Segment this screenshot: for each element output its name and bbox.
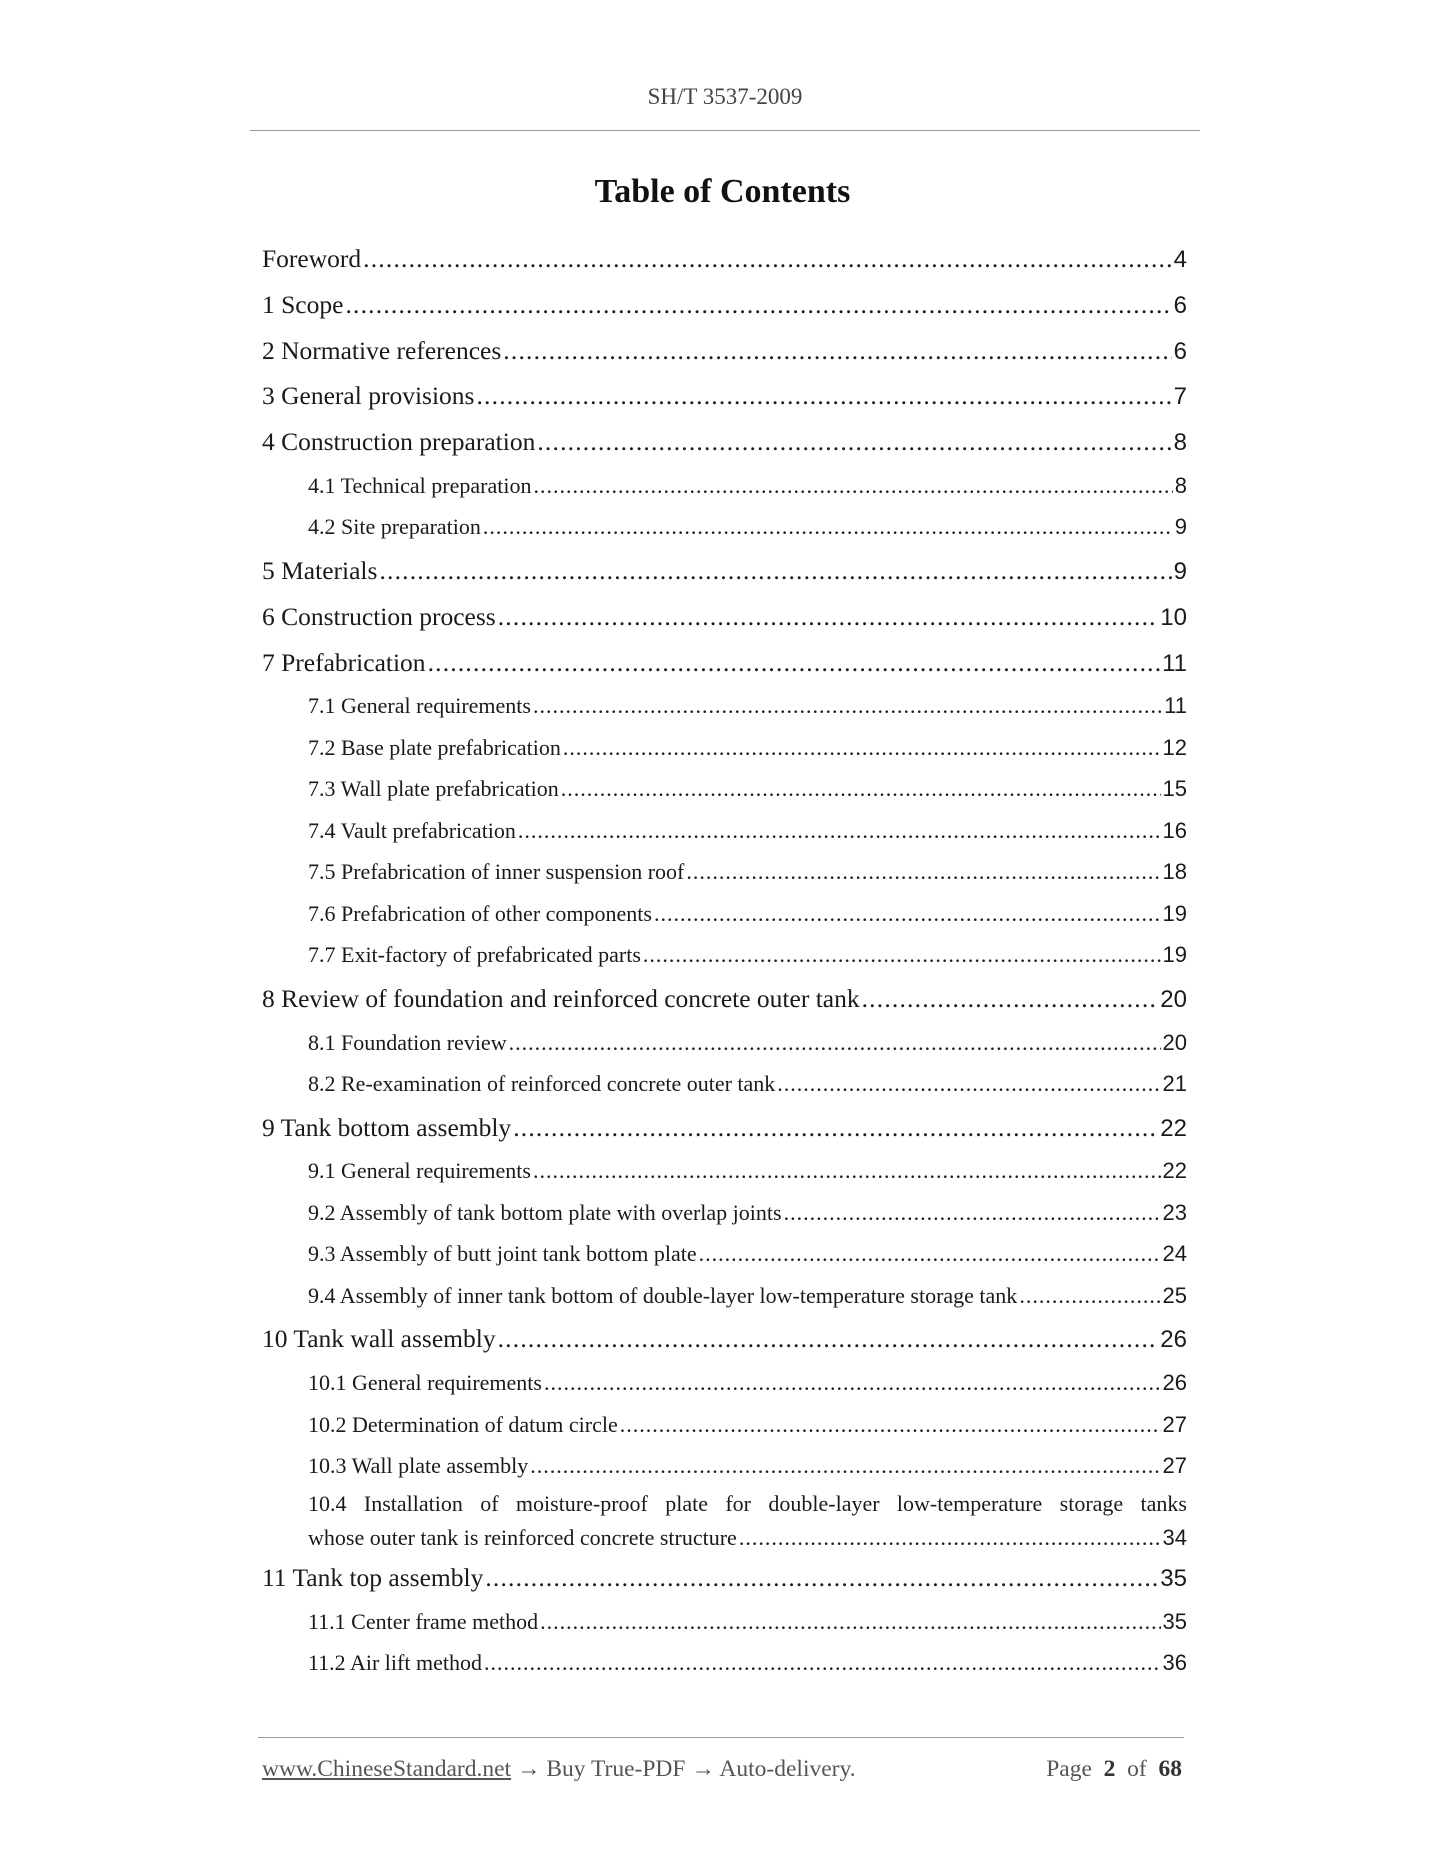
- toc-entry-page-number: 34: [1162, 1524, 1187, 1550]
- dot-leader: [379, 548, 1171, 594]
- toc-entry-label: 7.6 Prefabrication of other components: [308, 900, 652, 926]
- toc-entry-label: 7.2 Base plate prefabrication: [308, 734, 561, 760]
- toc-entry-subsection[interactable]: [262, 768, 1187, 810]
- toc-entry-page-number: 6: [1173, 337, 1187, 365]
- toc-entry-page-number: 21: [1162, 1071, 1187, 1097]
- toc-entry-page-number: 19: [1162, 900, 1187, 926]
- dot-leader: [428, 640, 1161, 686]
- dot-leader: [533, 465, 1172, 507]
- toc-entry-page-number: 15: [1162, 776, 1187, 802]
- toc-entry-label: 2 Normative references: [262, 335, 502, 365]
- toc-entry-page-number: 27: [1162, 1411, 1187, 1437]
- toc-entry-page-number: 22: [1160, 1114, 1187, 1142]
- toc-entry-subsection[interactable]: [262, 465, 1187, 507]
- dot-leader: [503, 328, 1171, 374]
- toc-entry-page-number: 36: [1162, 1650, 1187, 1676]
- toc-entry-subsection[interactable]: [262, 1233, 1187, 1275]
- toc-entry-section[interactable]: [262, 373, 1187, 419]
- dot-leader: [544, 1362, 1161, 1404]
- dot-leader: [530, 1445, 1160, 1487]
- toc-entry-label: 10.2 Determination of datum circle: [308, 1411, 618, 1437]
- toc-entry-subsection[interactable]: [262, 1642, 1187, 1684]
- dot-leader: [513, 1105, 1158, 1151]
- toc-entry-label: 10.3 Wall plate assembly: [308, 1453, 529, 1479]
- toc-entry-label: 4.2 Site preparation: [308, 514, 481, 540]
- toc-entry-subsection[interactable]: [262, 1601, 1187, 1643]
- page-footer: [262, 1756, 1182, 1783]
- toc-entry-page-number: 18: [1162, 859, 1187, 885]
- toc-entry-subsection[interactable]: [262, 1445, 1187, 1487]
- toc-entry-subsection[interactable]: [262, 1362, 1187, 1404]
- arrow-right-icon: →: [516, 1756, 541, 1782]
- document-code-header: SH/T 3537-2009: [647, 84, 803, 109]
- toc-entry-subsection[interactable]: [262, 1192, 1187, 1234]
- dot-leader: [363, 236, 1171, 282]
- toc-entry-section[interactable]: [262, 640, 1187, 686]
- auto-delivery-text: Auto-delivery.: [719, 1756, 856, 1782]
- dot-leader: [533, 1150, 1161, 1192]
- dot-leader: [518, 810, 1161, 852]
- dot-leader: [537, 419, 1171, 465]
- dot-leader: [345, 282, 1171, 328]
- toc-entry-label: 11 Tank top assembly: [262, 1562, 484, 1592]
- toc-entry-subsection[interactable]: [262, 1150, 1187, 1192]
- toc-entry-section[interactable]: [262, 976, 1187, 1022]
- toc-entry-section[interactable]: [262, 236, 1187, 282]
- dot-leader: [485, 1555, 1158, 1601]
- toc-entry-subsection[interactable]: [262, 1022, 1187, 1064]
- toc-entry-page-number: 19: [1162, 942, 1187, 968]
- toc-entry-page-number: 26: [1160, 1326, 1187, 1354]
- toc-entry-section[interactable]: [262, 419, 1187, 465]
- toc-entry-page-number: 6: [1173, 291, 1187, 319]
- toc-entry-section[interactable]: [262, 1316, 1187, 1362]
- page-title: Table of Contents: [594, 173, 851, 210]
- footer-divider: [258, 1737, 1184, 1738]
- toc-entry-page-number: 35: [1160, 1564, 1187, 1592]
- toc-entry-label: 4 Construction preparation: [262, 427, 536, 457]
- toc-entry-page-number: 26: [1162, 1370, 1187, 1396]
- total-page-count: 68: [1158, 1756, 1182, 1782]
- toc-entry-subsection[interactable]: [262, 1063, 1187, 1105]
- toc-entry-label: 11.2 Air lift method: [308, 1650, 482, 1676]
- toc-entry-subsection[interactable]: [262, 1275, 1187, 1317]
- dot-leader: [777, 1063, 1160, 1105]
- toc-entry-label: 9.1 General requirements: [308, 1158, 531, 1184]
- toc-entry-page-number: 9: [1174, 514, 1187, 540]
- toc-entry-page-number: 20: [1162, 1029, 1187, 1055]
- toc-entry-page-number: 20: [1160, 985, 1187, 1013]
- toc-entry-label-continuation: whose outer tank is reinforced concrete structure: [308, 1524, 737, 1550]
- dot-leader: [540, 1601, 1160, 1643]
- page-indicator: [1046, 1756, 1182, 1783]
- toc-entry-label: 7.7 Exit-factory of prefabricated parts: [308, 942, 641, 968]
- dot-leader: [686, 851, 1160, 893]
- toc-entry-label: 10 Tank wall assembly: [262, 1324, 496, 1354]
- page-word: Page: [1046, 1756, 1092, 1782]
- toc-entry-label: 10.4 Installation of moisture-proof plate for double-layer low-temperature storage tanks: [308, 1490, 1187, 1516]
- toc-entry-label-continuation-row: [308, 1521, 1187, 1555]
- toc-entry-page-number: 8: [1174, 472, 1187, 498]
- toc-entry-label: 8.1 Foundation review: [308, 1029, 507, 1055]
- dot-leader: [620, 1404, 1161, 1446]
- dot-leader: [1019, 1275, 1160, 1317]
- toc-entry-page-number: 16: [1162, 817, 1187, 843]
- toc-entry-page-number: 27: [1162, 1453, 1187, 1479]
- toc-entry-label: 7.5 Prefabrication of inner suspension roof: [308, 859, 685, 885]
- arrow-right-icon: →: [691, 1756, 715, 1782]
- toc-entry-label: 9 Tank bottom assembly: [262, 1112, 512, 1142]
- toc-entry-label: 8.2 Re-examination of reinforced concrete outer tank: [308, 1071, 776, 1097]
- of-word: of: [1127, 1756, 1147, 1782]
- toc-entry-subsection[interactable]: [262, 893, 1187, 935]
- buy-true-pdf-text: Buy True-PDF: [546, 1756, 686, 1782]
- dot-leader: [476, 373, 1171, 419]
- toc-entry-label: 10.1 General requirements: [308, 1370, 542, 1396]
- toc-entry-page-number: 4: [1173, 246, 1187, 273]
- toc-entry-section[interactable]: [262, 548, 1187, 594]
- dot-leader: [654, 893, 1161, 935]
- dot-leader: [561, 768, 1161, 810]
- dot-leader: [498, 1316, 1159, 1362]
- toc-entry-subsection[interactable]: [262, 727, 1187, 769]
- toc-entry-label: 1 Scope: [262, 289, 344, 319]
- toc-entry-label: 7.1 General requirements: [308, 693, 531, 719]
- toc-entry-label: 7.4 Vault prefabrication: [308, 817, 516, 843]
- toc-entry-label: 6 Construction process: [262, 601, 496, 631]
- toc-entry-label: 8 Review of foundation and reinforced concrete outer tank: [262, 983, 860, 1013]
- toc-entry-page-number: 11: [1162, 649, 1187, 677]
- toc-entry-label: Foreword: [262, 244, 362, 273]
- toc-entry-subsection[interactable]: [262, 1404, 1187, 1446]
- toc-entry-page-number: 23: [1162, 1199, 1187, 1225]
- dot-leader: [643, 934, 1161, 976]
- toc-entry-page-number: 25: [1162, 1282, 1187, 1308]
- toc-entry-page-number: 12: [1162, 734, 1187, 760]
- dot-leader: [509, 1022, 1161, 1064]
- toc-entry-subsection[interactable]: [262, 506, 1187, 548]
- toc-entry-section[interactable]: [262, 328, 1187, 374]
- toc-entry-label: 9.3 Assembly of butt joint tank bottom plate: [308, 1241, 697, 1267]
- current-page-number: 2: [1103, 1756, 1116, 1782]
- toc-entry-page-number: 35: [1162, 1608, 1187, 1634]
- toc-entry-section[interactable]: [262, 282, 1187, 328]
- toc-entry-subsection[interactable]: [262, 685, 1187, 727]
- dot-leader: [483, 506, 1173, 548]
- footer-promo: [262, 1756, 856, 1783]
- toc-entry-section[interactable]: [262, 1105, 1187, 1151]
- dot-leader: [699, 1233, 1161, 1275]
- toc-entry-page-number: 24: [1162, 1241, 1187, 1267]
- toc-entry-page-number: 22: [1162, 1158, 1187, 1184]
- toc-entry-section[interactable]: [262, 1555, 1187, 1601]
- toc-entry-label: 4.1 Technical preparation: [308, 472, 532, 498]
- toc-entry-page-number: 7: [1173, 383, 1187, 411]
- toc-entry-label: 11.1 Center frame method: [308, 1608, 539, 1634]
- dot-leader: [784, 1192, 1161, 1234]
- toc-entry-subsection[interactable]: [262, 934, 1187, 976]
- toc-entry-subsection[interactable]: [262, 851, 1187, 893]
- toc-entry-label: 9.2 Assembly of tank bottom plate with overlap joints: [308, 1199, 782, 1225]
- toc-entry-label: 7 Prefabrication: [262, 647, 426, 677]
- toc-entry-label: 3 General provisions: [262, 381, 475, 411]
- dot-leader: [484, 1642, 1161, 1684]
- toc-entry-label: 5 Materials: [262, 555, 378, 585]
- chinesestandard-link[interactable]: www.ChineseStandard.net: [262, 1756, 512, 1782]
- toc-entry-subsection[interactable]: [262, 810, 1187, 852]
- table-of-contents: [262, 236, 1187, 1684]
- dot-leader: [862, 976, 1159, 1022]
- toc-entry-subsection[interactable]: [262, 1487, 1187, 1555]
- toc-entry-page-number: 9: [1173, 557, 1187, 585]
- dot-leader: [533, 685, 1162, 727]
- toc-entry-section[interactable]: [262, 594, 1187, 640]
- toc-entry-page-number: 11: [1164, 693, 1187, 719]
- toc-entry-page-number: 10: [1160, 603, 1187, 631]
- toc-entry-label: 7.3 Wall plate prefabrication: [308, 776, 559, 802]
- dot-leader: [498, 594, 1159, 640]
- toc-entry-page-number: 8: [1173, 429, 1187, 457]
- dot-leader: [739, 1521, 1161, 1555]
- dot-leader: [563, 727, 1161, 769]
- toc-entry-label: 9.4 Assembly of inner tank bottom of double-layer low-temperature storage tank: [308, 1282, 1018, 1308]
- header-divider: [250, 130, 1200, 131]
